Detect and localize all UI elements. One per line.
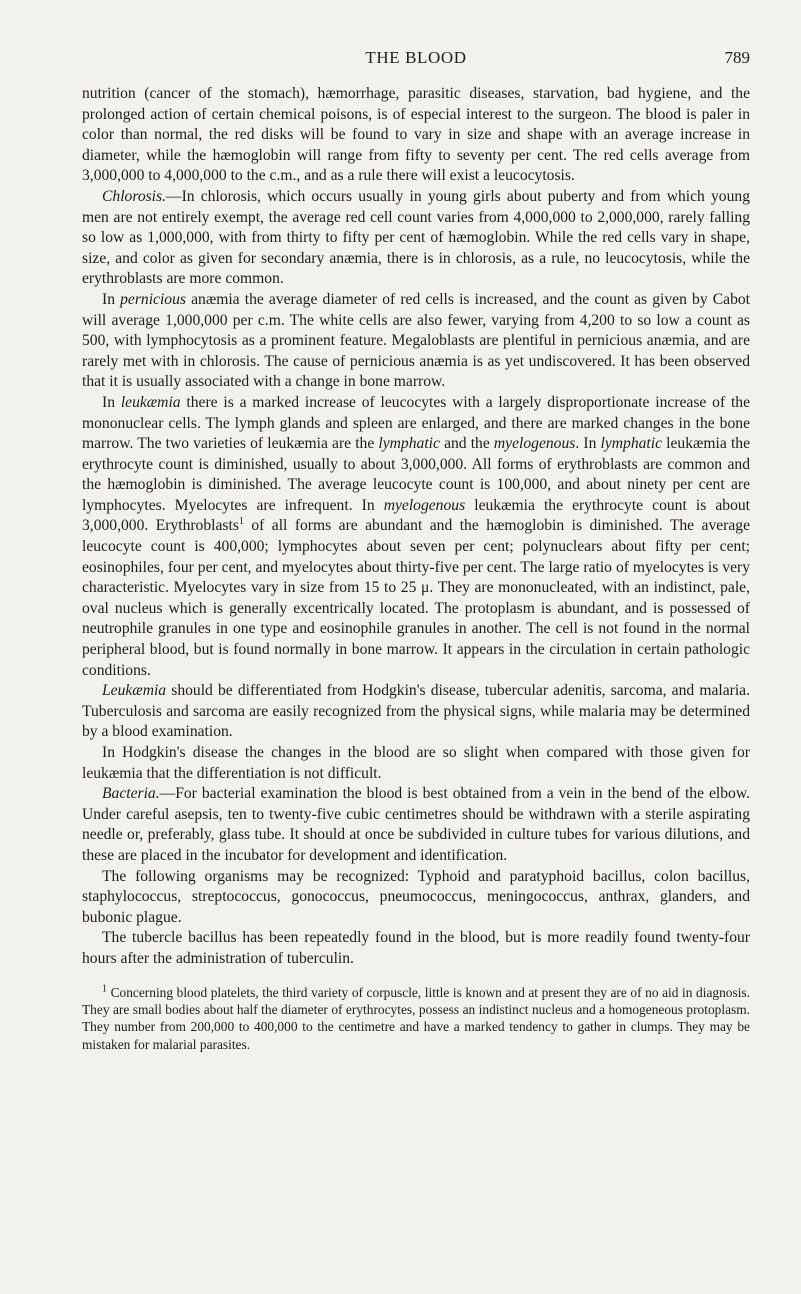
italic-term: Chlorosis.: [102, 187, 166, 205]
paragraph: [82, 393, 750, 681]
page-number: 789: [724, 48, 750, 67]
paragraph: [82, 743, 750, 784]
italic-term: Leukæmia: [102, 682, 167, 700]
paragraph-text: In: [102, 290, 121, 308]
paragraph: [82, 290, 750, 393]
paragraph-text: nutrition (cancer of the stomach), hæmorrhage, parasitic diseases, starvation, bad hygiene, and the prolonged action of certain chemical poisons, is of especial interest to the surgeon. The blood is paler in color than normal, the red disks will be found to vary in size and shape with an average increase in diameter, while the hæmoglobin will range from fifty to seventy per cent. The red cells average from 3,000,000 to 4,000,000 to the c.m., and as a rule there will exist a leucocytosis.: [82, 85, 750, 185]
paragraph-text: leukæmia the erythrocyte count is diminished, usually to about 3,000,000. All forms of erythroblasts are common and the hæmoglobin is diminished. The average leucocyte count is 100,000, and about ninety per cent are lymphocytes. Myelocytes are infrequent. In: [82, 435, 751, 514]
page: [82, 48, 750, 1053]
paragraph: [82, 867, 750, 929]
paragraph: [82, 84, 750, 187]
italic-term: Bacteria.: [102, 785, 160, 803]
paragraph-text: . In: [575, 435, 601, 453]
running-head: [82, 48, 750, 70]
paragraph-text: anæmia the average diameter of red cells is increased, and the count as given by Cabot will average 1,000,000 per c.m. The white cells are also fewer, varying from 4,200 to so low a count as 500, with lymphocytosis as a prominent feature. Megaloblasts are plentiful in pernicious anæmia, and are rarely met with in chlorosis. The cause of pernicious anæmia is as yet undiscovered. It has been observed that it is usually associated with a change in bone marrow.: [82, 290, 750, 391]
paragraph-text: leukæmia the erythrocyte count is about 3,000,000. Erythroblasts: [82, 496, 750, 535]
italic-term: leukæmia: [120, 393, 181, 411]
paragraph-text: In: [102, 393, 121, 411]
italic-term: lymphatic: [600, 435, 663, 453]
paragraph-text: —For bacterial examination the blood is best obtained from a vein in the bend of the elbow. Under careful asepsis, ten to twenty-five cubic centimetres should be withdrawn with a sterile aspirating needle or, preferably, glass tube. It should at once be subdivided in culture tubes for various dilutions, and these are placed in the incubator for development and identification.: [82, 785, 750, 864]
paragraph-text: The following organisms may be recognized: Typhoid and paratyphoid bacillus, colon bacillus, staphylococcus, streptococcus, gonococcus, pneumococcus, meningococcus, anthrax, glanders, and bubonic plague.: [82, 867, 750, 926]
italic-term: myelogenous: [493, 435, 576, 453]
paragraph: [82, 187, 750, 290]
footnote-text: Concerning blood platelets, the third variety of corpuscle, little is known and at present they are of no aid in diagnosis. They are small bodies about half the diameter of erythrocytes, possess an indistinct nucleus and a homogeneous protoplasm. They number from 200,000 to 400,000 to the centimetre and have a marked tendency to gather in clumps. They may be mistaken for malarial parasites.: [82, 984, 750, 1052]
paragraph: [82, 928, 750, 969]
footnote-marker: 1: [238, 516, 244, 528]
paragraph-text: —In chlorosis, which occurs usually in young girls about puberty and from which young men are not entirely exempt, the average red cell count varies from 4,000,000 to 2,000,000, rarely falling so low as 1,000,000, with from thirty to fifty per cent of hæmoglobin. While the red cells vary in shape, size, and color as given for secondary anæmia, there is in chlorosis, as a rule, no leucocytosis, while the erythroblasts are more common.: [82, 187, 750, 288]
footnotes: [82, 984, 750, 1054]
body-text: [82, 84, 750, 970]
paragraph-text: should be differentiated from Hodgkin's disease, tubercular adenitis, sarcoma, and malaria. Tuberculosis and sarcoma are easily recognized from the physical signs, while malaria may be determined by a blood examination.: [82, 682, 750, 741]
footnote-marker: 1: [102, 983, 107, 995]
running-title: THE BLOOD: [365, 48, 467, 67]
paragraph: [82, 784, 750, 866]
paragraph: [82, 681, 750, 743]
paragraph-text: In Hodgkin's disease the changes in the blood are so slight when compared with those given for leukæmia that the differentiation is not difficult.: [82, 744, 750, 782]
footnote: [82, 984, 750, 1054]
paragraph-text: and the: [439, 435, 494, 453]
italic-term: myelogenous: [383, 496, 466, 514]
paragraph-text: of all forms are abundant and the hæmoglobin is diminished. The average leucocyte count is 400,000; lymphocytes about seven per cent; polynuclears about fifty per cent; eosinophiles, four per cent, and myelocytes about thirty-five per cent. The large ratio of myelocytes is very characteristic. Myelocytes vary in size from 15 to 25 μ. They are mononucleated, with an indistinct, pale, oval nucleus which is generally excentrically located. The protoplasm is abundant, and is possessed of neutrophile granules in one type and eosinophile granules in another. The cell is not found in the normal peripheral blood, but is found normally in bone marrow. It appears in the circulation in certain pathologic conditions.: [82, 517, 751, 679]
italic-term: pernicious: [120, 290, 186, 308]
paragraph-text: there is a marked increase of leucocytes with a largely disproportionate increase of the mononuclear cells. The lymph glands and spleen are enlarged, and there are marked changes in the bone marrow. The two varieties of leukæmia are the: [82, 393, 750, 453]
italic-term: lymphatic: [378, 435, 440, 453]
paragraph-text: The tubercle bacillus has been repeatedly found in the blood, but is more readily found twenty-four hours after the administration of tuberculin.: [82, 929, 750, 967]
